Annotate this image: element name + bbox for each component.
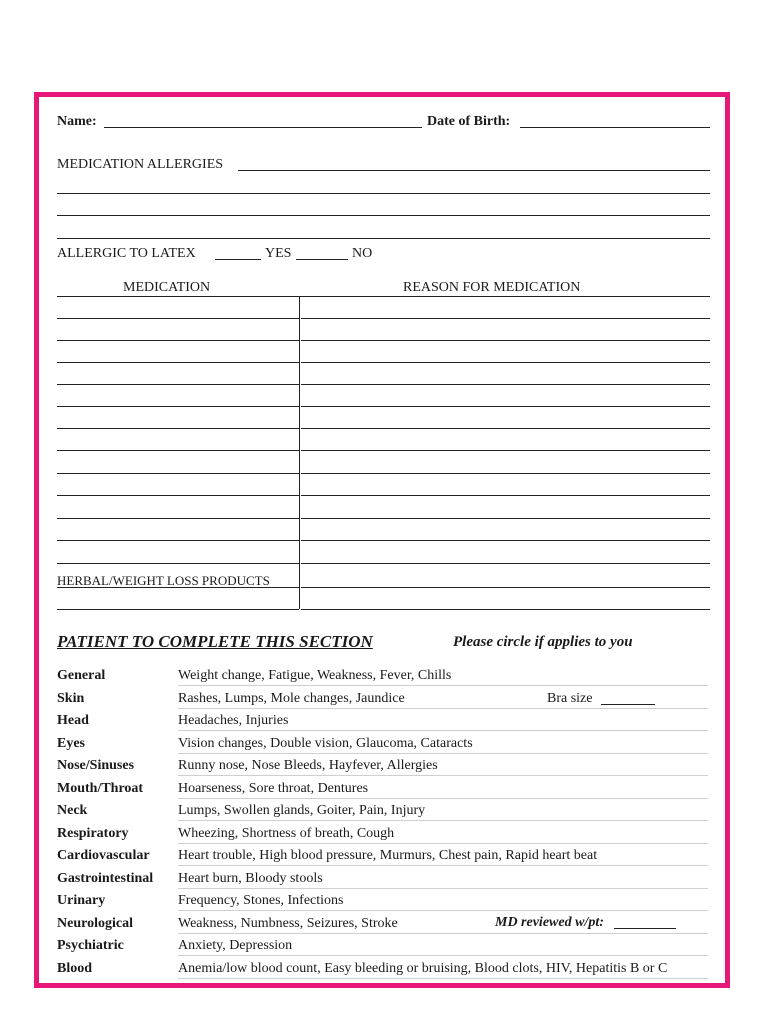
reason-column-header: REASON FOR MEDICATION [403,280,581,295]
medication-line[interactable] [57,340,299,341]
reason-line[interactable] [301,495,710,496]
latex-no-field[interactable] [296,259,348,260]
reason-line[interactable] [301,563,710,564]
herbal-label: HERBAL/WEIGHT LOSS PRODUCTS [57,573,270,588]
system-label: Cardiovascular [57,848,150,863]
medication-line[interactable] [57,609,299,610]
symptom-options[interactable]: Anxiety, Depression [178,938,293,953]
row-divider [178,843,708,844]
row-divider [178,798,708,799]
row-divider [178,775,708,776]
reason-line[interactable] [301,540,710,541]
md-reviewed-field[interactable] [614,928,676,929]
medication-line[interactable] [57,495,299,496]
medication-line[interactable] [57,473,299,474]
row-divider [178,753,708,754]
system-label: Eyes [57,736,85,751]
reason-line[interactable] [301,609,710,610]
latex-yes-field[interactable] [215,259,261,260]
system-label: Gastrointestinal [57,871,154,886]
reason-line[interactable] [301,428,710,429]
row-divider [178,685,708,686]
row-divider [178,708,708,709]
medication-line[interactable] [57,540,299,541]
row-divider [178,910,708,911]
reason-line[interactable] [301,318,710,319]
md-reviewed-label: MD reviewed w/pt: [495,915,604,930]
row-divider [178,730,708,731]
circle-instructions: Please circle if applies to you [453,634,633,650]
bra-size-label: Bra size [547,691,593,706]
medication-column-header: MEDICATION [123,280,211,295]
symptom-options[interactable]: Lumps, Swollen glands, Goiter, Pain, Injury [178,803,426,818]
row-divider [178,955,708,956]
dob-field[interactable] [520,127,710,128]
symptom-options[interactable]: Runny nose, Nose Bleeds, Hayfever, Allergies [178,758,438,773]
medication-line[interactable] [57,518,299,519]
allergies-label: MEDICATION ALLERGIES [57,157,224,172]
symptom-options[interactable]: Hoarseness, Sore throat, Dentures [178,781,369,796]
reason-line[interactable] [301,450,710,451]
symptom-options[interactable]: Heart trouble, High blood pressure, Murmurs, Chest pain, Rapid heart beat [178,848,598,863]
system-label: Mouth/Throat [57,781,144,796]
system-label: Respiratory [57,826,129,841]
reason-line[interactable] [301,406,710,407]
symptom-options[interactable]: Wheezing, Shortness of breath, Cough [178,826,395,841]
system-label: Head [57,713,89,728]
name-field[interactable] [104,127,422,128]
medication-line[interactable] [57,362,299,363]
reason-line[interactable] [301,473,710,474]
medication-line[interactable] [57,384,299,385]
symptom-options[interactable]: Frequency, Stones, Infections [178,893,344,908]
row-divider [178,820,708,821]
allergies-line[interactable] [57,193,710,194]
symptom-options[interactable]: Weakness, Numbness, Seizures, Stroke [178,916,398,931]
system-label: Psychiatric [57,938,124,953]
symptom-options[interactable]: Headaches, Injuries [178,713,289,728]
system-label: Skin [57,691,85,706]
reason-line[interactable] [301,384,710,385]
reason-line[interactable] [301,362,710,363]
name-label: Name: [57,114,97,129]
medication-line[interactable] [57,428,299,429]
table-column-divider [299,296,300,609]
table-header-rule [57,296,710,297]
symptom-options[interactable]: Weight change, Fatigue, Weakness, Fever, Chills [178,668,452,683]
system-label: Blood [57,961,93,976]
row-divider [178,933,708,934]
reason-line[interactable] [301,340,710,341]
symptom-options[interactable]: Vision changes, Double vision, Glaucoma, Cataracts [178,736,473,751]
reason-line[interactable] [301,518,710,519]
medication-line[interactable] [57,450,299,451]
system-label: Urinary [57,893,106,908]
row-divider [178,978,708,979]
symptom-options[interactable]: Rashes, Lumps, Mole changes, Jaundice [178,691,405,706]
bra-size-field[interactable] [601,704,655,705]
medication-line[interactable] [57,406,299,407]
system-label: Nose/Sinuses [57,758,135,773]
medication-line[interactable] [57,563,299,564]
section-title: PATIENT TO COMPLETE THIS SECTION [57,632,373,651]
system-label: General [57,668,106,683]
allergies-line[interactable] [57,215,710,216]
row-divider [178,865,708,866]
latex-no-label: NO [352,246,373,261]
symptom-options[interactable]: Heart burn, Bloody stools [178,871,323,886]
symptom-options[interactable]: Anemia/low blood count, Easy bleeding or bruising, Blood clots, HIV, Hepatitis B or C [178,961,668,976]
medication-line[interactable] [57,318,299,319]
latex-yes-label: YES [265,246,292,261]
dob-label: Date of Birth: [427,114,511,129]
allergies-field[interactable] [238,170,710,171]
system-label: Neurological [57,916,133,931]
reason-line[interactable] [301,587,710,588]
latex-label: ALLERGIC TO LATEX [57,246,196,261]
row-divider [178,888,708,889]
system-label: Neck [57,803,88,818]
allergies-line[interactable] [57,238,710,239]
